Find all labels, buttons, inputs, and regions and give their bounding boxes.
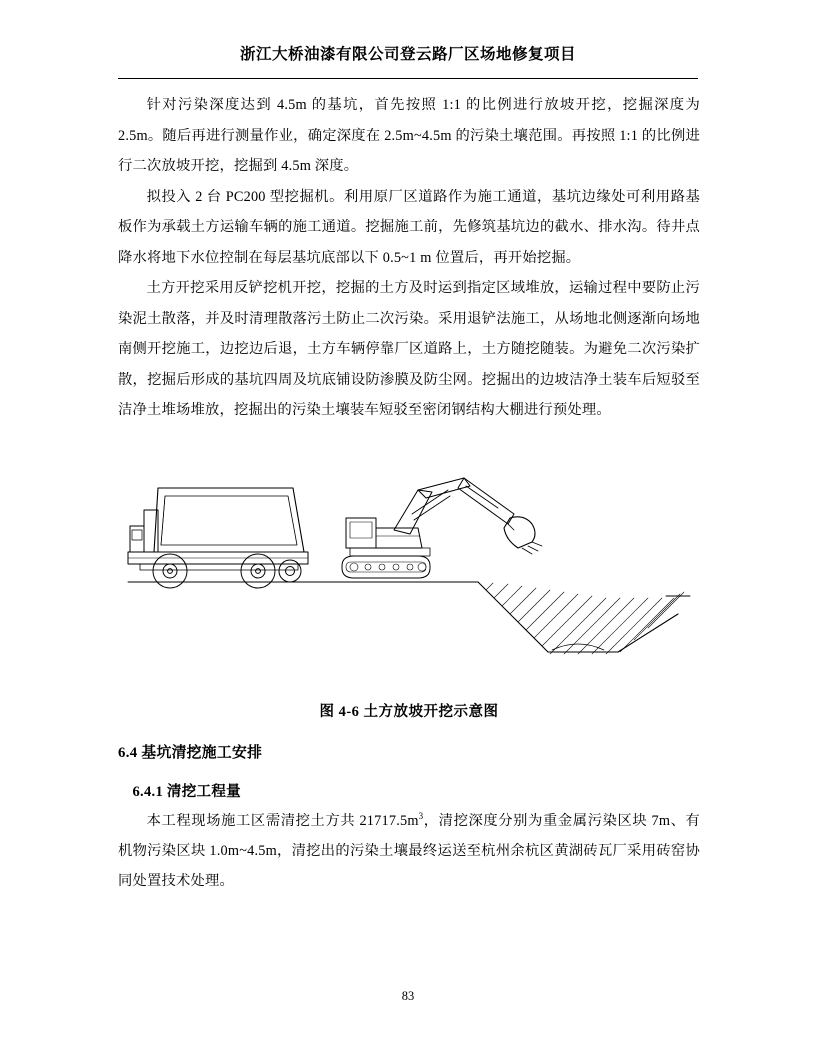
section-heading-6-4: 6.4 基坑清挖施工安排 [118,744,263,761]
final-text-part1: 本工程现场施工区需清挖土方共 21717.5m [146,812,419,829]
paragraph-3: 土方开挖采用反铲挖机开挖，挖掘的土方及时运到指定区域堆放，运输过程中要防止污染泥土散落，并及时清理散落污土防止二次污染。采用退铲法施工，从场地北侧逐渐向场地南侧开挖施工，边挖边后退，土方车辆停靠厂区道路上，土方随挖随装。为避免二次污染扩散，挖掘后形成的基坑四周及坑底铺设防渗膜及防尘网。挖掘出的边坡洁净土装车后短驳至洁净土堆场堆放，挖掘出的污染土壤装车短驳至密闭钢结构大棚进行预处理。 [118,280,700,418]
paragraph-2: 拟投入 2 台 PC200 型挖掘机。利用原厂区道路作为施工通道，基坑边缘处可利用路基板作为承载土方运输车辆的施工通道。挖掘施工前，先修筑基坑边的截水、排水沟。待井点降水将地下水位控制在每层基坑底部以下 0.5~1 m 位置后，再开始挖掘。 [118,188,700,266]
page-header: 浙江大桥油漆有限公司登云路厂区场地修复项目 [239,46,576,63]
paragraph-1: 针对污染深度达到 4.5m 的基坑，首先按照 1:1 的比例进行放坡开挖，挖掘深度为 2.5m。随后再进行测量作业，确定深度在 2.5m~4.5m 的污染土壤范围。再按照 1:1 的比例进行二次放坡开挖，挖掘到 4.5m 深度。 [118,97,700,174]
final-text-part2: ，清挖深度分别为重金属污染区块 7m、有机物污染区块 1.0m~4.5m，清挖出的污染土壤最终运送至杭州余杭区黄湖砖瓦厂采用砖窑协同处置技术处理。 [118,812,700,890]
document-body [118,90,700,897]
figure-caption: 图 4-6 土方放坡开挖示意图 [319,703,499,720]
header-divider [118,78,698,79]
page-number: 83 [401,989,415,1003]
paragraph-final [118,801,700,897]
section-heading-6-4-1: 6.4.1 清挖工程量 [132,783,241,800]
superscript-cubic: 3 [418,810,424,821]
excavation-slope-diagram-svg [118,444,700,694]
figure-excavation-slope [118,444,700,694]
